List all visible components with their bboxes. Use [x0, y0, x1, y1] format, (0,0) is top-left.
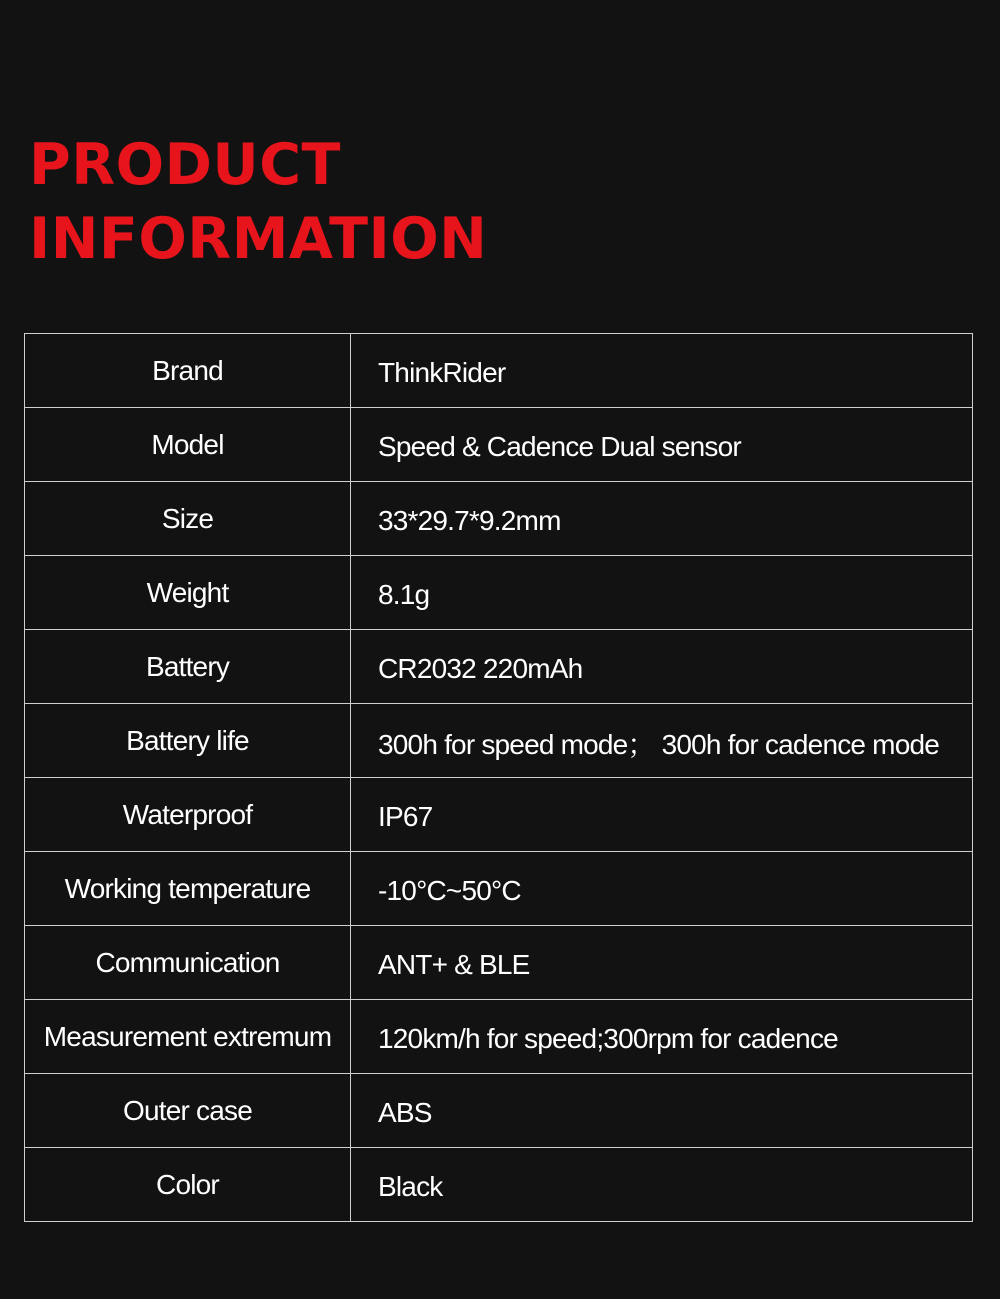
spec-value: -10°C~50°C	[351, 852, 973, 926]
spec-label: Battery	[25, 630, 351, 704]
spec-value: Black	[351, 1148, 973, 1222]
spec-label: Communication	[25, 926, 351, 1000]
spec-label: Outer case	[25, 1074, 351, 1148]
spec-row-weight	[25, 556, 973, 630]
spec-label: Brand	[25, 334, 351, 408]
spec-row-communication	[25, 926, 973, 1000]
spec-value: ANT+ & BLE	[351, 926, 973, 1000]
spec-value: IP67	[351, 778, 973, 852]
spec-value: Speed & Cadence Dual sensor	[351, 408, 973, 482]
spec-label: Waterproof	[25, 778, 351, 852]
title-line-1: PRODUCT	[29, 132, 341, 198]
spec-label: Measurement extremum	[25, 1000, 351, 1074]
spec-value: 8.1g	[351, 556, 973, 630]
spec-row-size	[25, 482, 973, 556]
spec-value: 300h for speed mode； 300h for cadence mode	[351, 704, 973, 778]
spec-row-measurement-extremum	[25, 1000, 973, 1074]
spec-label: Size	[25, 482, 351, 556]
spec-row-outer-case	[25, 1074, 973, 1148]
spec-label: Battery life	[25, 704, 351, 778]
spec-label: Working temperature	[25, 852, 351, 926]
spec-label: Color	[25, 1148, 351, 1222]
spec-row-brand	[25, 334, 973, 408]
spec-row-waterproof	[25, 778, 973, 852]
spec-row-color	[25, 1148, 973, 1222]
spec-value: CR2032 220mAh	[351, 630, 973, 704]
spec-value: ThinkRider	[351, 334, 973, 408]
spec-label: Weight	[25, 556, 351, 630]
spec-value: 33*29.7*9.2mm	[351, 482, 973, 556]
spec-row-battery	[25, 630, 973, 704]
spec-value: 120km/h for speed;300rpm for cadence	[351, 1000, 973, 1074]
spec-label: Model	[25, 408, 351, 482]
title-line-2: INFORMATION	[29, 206, 488, 272]
spec-row-working-temperature	[25, 852, 973, 926]
spec-value: ABS	[351, 1074, 973, 1148]
page-title	[29, 128, 487, 276]
spec-row-battery-life	[25, 704, 973, 778]
spec-table	[24, 333, 973, 1222]
spec-row-model	[25, 408, 973, 482]
